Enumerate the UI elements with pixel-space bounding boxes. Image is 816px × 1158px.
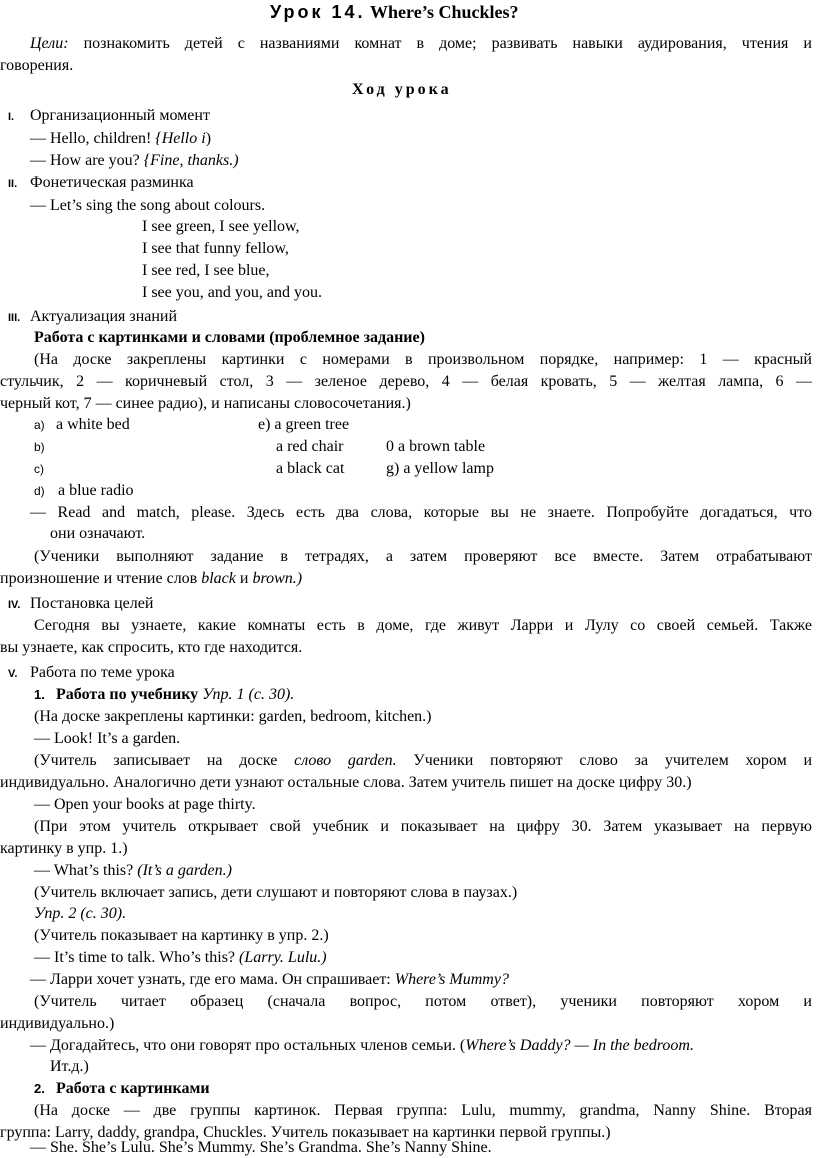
section-5-heading: V. Работа по теме урока xyxy=(8,664,175,681)
section-3-instruction: — Read and match, please. Здесь есть два слова, которые вы не знаете. Попробуйте догадаться, что xyxy=(30,504,812,521)
work-2-heading: 2. Работа с картинками xyxy=(34,1080,210,1097)
match-item-d: d) a blue radio xyxy=(34,482,134,499)
section-5-line: — Догадайтесь, что они говорят про остальных членов семьи. (Where’s Daddy? — In the bedroom. xyxy=(30,1037,694,1054)
section-5-line: — It’s time to talk. Who’s this? (Larry. Lulu.) xyxy=(34,949,327,966)
section-5-line: (На доске — две группы картинок. Первая группа: Lulu, mummy, grandma, Nanny Shine. Вторая xyxy=(34,1102,812,1119)
section-5-line: — Open your books at page thirty. xyxy=(34,796,256,813)
section-5-line: (Учитель показывает на картинку в упр. 2.) xyxy=(34,927,329,944)
section-5-line: индивидуально.) xyxy=(0,1015,115,1032)
section-3-paragraph-line: (На доске закреплены картинки с номерами в произвольном порядке, например: 1 — красный xyxy=(34,351,812,368)
section-5-line: (Учитель записывает на доске слово garden. Ученики повторяют слово за учителем хором и xyxy=(34,752,813,769)
section-4-line-2: вы узнаете, как спросить, кто где находится. xyxy=(0,639,303,656)
section-5-line: — She. She’s Lulu. She’s Mummy. She’s Grandma. She’s Nanny Shine. xyxy=(30,1139,492,1156)
match-item-e: e) a green tree xyxy=(258,416,350,433)
lesson-name: Where’s Chuckles? xyxy=(370,2,519,22)
match-item-b-letter: b) xyxy=(34,440,45,454)
section-3-paragraph-line: черный кот, 7 — синее радио), и написаны словосочетания.) xyxy=(0,395,411,412)
section-5-line: картинку в упр. 1.) xyxy=(0,840,128,857)
song-line: I see you, and you, and you. xyxy=(142,284,322,301)
section-5-line: (Учитель читает образец (сначала вопрос, потом ответ), ученики повторяют хором и xyxy=(34,993,812,1010)
section-3-instruction-cont: они означают. xyxy=(50,525,146,542)
section-2-heading: II. Фонетическая разминка xyxy=(8,174,194,191)
section-2-line-1: — Let’s sing the song about colours. xyxy=(30,197,266,214)
section-5-line: — What’s this? (It’s a garden.) xyxy=(34,862,232,879)
match-word-brown-table: 0 a brown table xyxy=(386,438,486,455)
section-5-line: (На доске закреплены картинки: garden, bedroom, kitchen.) xyxy=(34,708,432,725)
goals-line-1: Цели: познакомить детей с названиями комнат в доме; развивать навыки аудирования, чтения и xyxy=(30,35,812,52)
section-1-line-2: — How are you? {Fine, thanks.) xyxy=(30,152,239,169)
section-5-line: — Ларри хочет узнать, где его мама. Он спрашивает: Where’s Mummy? xyxy=(30,971,509,988)
song-line: I see that funny fellow, xyxy=(142,240,289,257)
song-line: I see green, I see yellow, xyxy=(142,218,300,235)
course-heading: Ход урока xyxy=(352,81,452,98)
section-5-line: Ит.д.) xyxy=(50,1058,89,1075)
section-5-line: — Look! It’s a garden. xyxy=(34,730,181,747)
match-item-a: a) a white bed xyxy=(34,416,130,433)
match-word-red-chair: a red chair xyxy=(276,438,344,455)
song-line: I see red, I see blue, xyxy=(142,262,270,279)
match-word-black-cat: a black cat xyxy=(276,460,345,477)
match-item-c-letter: c) xyxy=(34,462,44,476)
section-1-heading: I. Организационный момент xyxy=(8,107,210,124)
section-5-line: (Учитель включает запись, дети слушают и повторяют слова в паузах.) xyxy=(34,884,518,901)
section-3-heading: III. Актуализация знаний xyxy=(8,308,178,325)
lesson-number: Урок 14. xyxy=(270,2,366,22)
section-4-heading: IV. Постановка целей xyxy=(8,595,154,612)
match-word-yellow-lamp: g) a yellow lamp xyxy=(386,460,494,477)
section-5-line: индивидуально. Аналогично дети узнают остальные слова. Затем учитель пишет на доске цифру 30.) xyxy=(0,774,692,791)
section-5-line: (При этом учитель открывает свой учебник и показывает на цифру 30. Затем указывает на первую xyxy=(34,818,812,835)
section-3-paragraph-line: стульчик, 2 — коричневый стол, 3 — зеленое дерево, 4 — белая кровать, 5 — желтая лампа, 6 — xyxy=(0,373,812,390)
section-5-line: группа: Larry, daddy, grandpa, Chuckles. Учитель показывает на картинки первой группы.) xyxy=(0,1124,611,1141)
work-1-heading: 1. Работа по учебнику Упр. 1 (с. 30). xyxy=(34,686,295,703)
section-3-note-line-2: произношение и чтение слов black и brown.) xyxy=(0,570,303,587)
section-1-line-1: — Hello, children! {Hello i) xyxy=(30,130,212,147)
page-title xyxy=(270,2,519,22)
section-3-note-line-1: (Ученики выполняют задание в тетрадях, а затем проверяют все вместе. Затем отрабатывают xyxy=(34,548,812,565)
exercise-2-label: Упр. 2 (с. 30). xyxy=(34,905,127,922)
section-3-subheading: Работа с картинками и словами (проблемное задание) xyxy=(34,329,425,346)
section-4-line-1: Сегодня вы узнаете, какие комнаты есть в доме, где живут Ларри и Лулу со своей семьей. Также xyxy=(34,617,812,634)
goals-line-2: говорения. xyxy=(0,57,74,74)
